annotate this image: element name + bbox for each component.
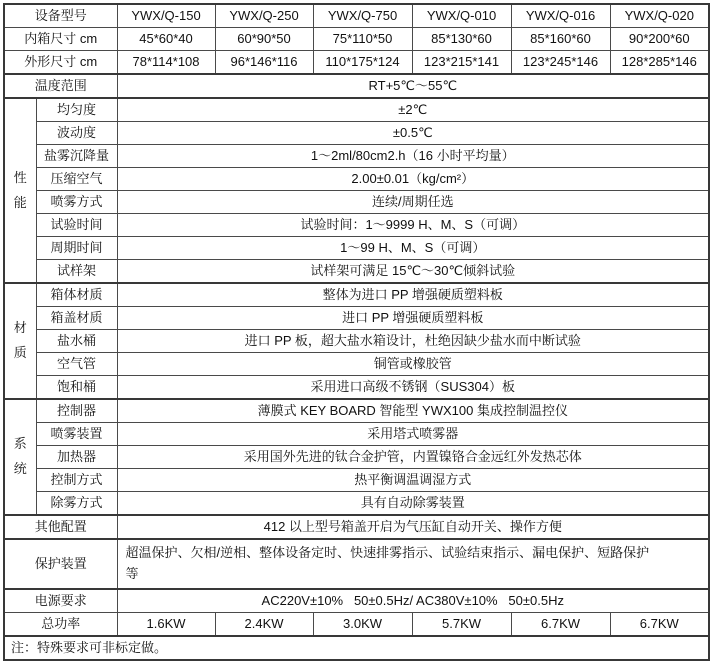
row-label: 试样架 xyxy=(36,260,117,284)
row-label: 盐水桶 xyxy=(36,330,117,353)
inner-size-cell: 90*200*60 xyxy=(610,28,709,51)
row-label: 波动度 xyxy=(36,122,117,145)
performance-row xyxy=(4,260,709,284)
model-header-cell: YWX/Q-010 xyxy=(412,4,511,28)
performance-row xyxy=(4,214,709,237)
power-supply-value: AC220V±10% 50±0.5Hz/ AC380V±10% 50±0.5Hz xyxy=(117,589,709,613)
inner-size-row xyxy=(4,28,709,51)
row-label-temp-range: 温度范围 xyxy=(4,74,117,98)
row-label: 压缩空气 xyxy=(36,168,117,191)
outer-size-row xyxy=(4,51,709,75)
value-cell: 整体为进口 PP 增强硬质塑料板 xyxy=(117,283,709,307)
row-label: 试验时间 xyxy=(36,214,117,237)
performance-row xyxy=(4,98,709,122)
material-row xyxy=(4,376,709,400)
row-label-model: 设备型号 xyxy=(4,4,117,28)
outer-size-cell: 123*215*141 xyxy=(412,51,511,75)
row-label: 均匀度 xyxy=(36,98,117,122)
row-label-outer-size: 外形尺寸 cm xyxy=(4,51,117,75)
value-cell: 连续/周期任选 xyxy=(117,191,709,214)
protection-line-1: 超温保护、欠相/逆相、整体设备定时、快速排雾指示、试验结束指示、漏电保护、短路保护 xyxy=(125,545,650,561)
inner-size-cell: 85*130*60 xyxy=(412,28,511,51)
value-cell: 1～99 H、M、S（可调） xyxy=(117,237,709,260)
value-cell: 采用塔式喷雾器 xyxy=(117,423,709,446)
row-label-protection: 保护装置 xyxy=(4,539,117,589)
outer-size-cell: 96*146*116 xyxy=(215,51,313,75)
value-cell: ±0.5℃ xyxy=(117,122,709,145)
total-power-cell: 1.6KW xyxy=(117,613,215,637)
performance-row xyxy=(4,191,709,214)
row-label: 喷雾方式 xyxy=(36,191,117,214)
row-label: 周期时间 xyxy=(36,237,117,260)
model-header-cell: YWX/Q-016 xyxy=(511,4,610,28)
value-cell: 2.00±0.01（kg/cm²） xyxy=(117,168,709,191)
outer-size-cell: 123*245*146 xyxy=(511,51,610,75)
row-label: 盐雾沉降量 xyxy=(36,145,117,168)
inner-size-cell: 45*60*40 xyxy=(117,28,215,51)
other-config-value: 412 以上型号箱盖开启为气压缸自动开关、操作方便 xyxy=(117,515,709,539)
material-row xyxy=(4,330,709,353)
power-supply-row xyxy=(4,589,709,613)
value-cell: 薄膜式 KEY BOARD 智能型 YWX100 集成控制温控仪 xyxy=(117,399,709,423)
model-header-cell: YWX/Q-150 xyxy=(117,4,215,28)
inner-size-cell: 60*90*50 xyxy=(215,28,313,51)
performance-row xyxy=(4,145,709,168)
performance-row xyxy=(4,122,709,145)
spec-table xyxy=(3,3,710,661)
value-cell: 进口 PP 板，超大盐水箱设计，杜绝因缺少盐水而中断试验 xyxy=(117,330,709,353)
total-power-cell: 3.0KW xyxy=(313,613,412,637)
value-cell: 采用进口高级不锈钢（SUS304）板 xyxy=(117,376,709,400)
system-row xyxy=(4,492,709,516)
outer-size-cell: 110*175*124 xyxy=(313,51,412,75)
protection-value xyxy=(117,539,709,589)
row-label-other-config: 其他配置 xyxy=(4,515,117,539)
row-label: 控制方式 xyxy=(36,469,117,492)
row-label: 箱体材质 xyxy=(36,283,117,307)
system-row xyxy=(4,446,709,469)
group-label-performance: 性能 xyxy=(4,98,36,283)
row-label: 除雾方式 xyxy=(36,492,117,516)
value-cell: 1～2ml/80cm2.h（16 小时平均量） xyxy=(117,145,709,168)
system-row xyxy=(4,469,709,492)
row-label: 饱和桶 xyxy=(36,376,117,400)
material-row xyxy=(4,283,709,307)
value-cell: 具有自动除雾装置 xyxy=(117,492,709,516)
value-cell: 铜管或橡胶管 xyxy=(117,353,709,376)
group-label-material: 材质 xyxy=(4,283,36,399)
row-label: 喷雾装置 xyxy=(36,423,117,446)
model-header-cell: YWX/Q-750 xyxy=(313,4,412,28)
system-row xyxy=(4,399,709,423)
temp-range-value: RT+5℃～55℃ xyxy=(117,74,709,98)
total-power-cell: 6.7KW xyxy=(511,613,610,637)
group-label-system: 系统 xyxy=(4,399,36,515)
material-row xyxy=(4,353,709,376)
other-config-row xyxy=(4,515,709,539)
value-cell: 试样架可满足 15℃～30℃倾斜试验 xyxy=(117,260,709,284)
inner-size-cell: 75*110*50 xyxy=(313,28,412,51)
outer-size-cell: 78*114*108 xyxy=(117,51,215,75)
value-cell: 进口 PP 增强硬质塑料板 xyxy=(117,307,709,330)
footnote-text: 注：特殊要求可非标定做。 xyxy=(4,636,709,660)
total-power-cell: 6.7KW xyxy=(610,613,709,637)
row-label-power-supply: 电源要求 xyxy=(4,589,117,613)
footnote-row xyxy=(4,636,709,660)
model-header-cell: YWX/Q-020 xyxy=(610,4,709,28)
total-power-cell: 5.7KW xyxy=(412,613,511,637)
value-cell: ±2℃ xyxy=(117,98,709,122)
protection-row xyxy=(4,539,709,589)
material-row xyxy=(4,307,709,330)
row-label-total-power: 总功率 xyxy=(4,613,117,637)
temp-range-row xyxy=(4,74,709,98)
value-cell: 采用国外先进的钛合金护管，内置镍铬合金远红外发热芯体 xyxy=(117,446,709,469)
total-power-cell: 2.4KW xyxy=(215,613,313,637)
protection-line-2: 等 xyxy=(125,566,139,581)
inner-size-cell: 85*160*60 xyxy=(511,28,610,51)
row-label-inner-size: 内箱尺寸 cm xyxy=(4,28,117,51)
performance-row xyxy=(4,168,709,191)
system-row xyxy=(4,423,709,446)
outer-size-cell: 128*285*146 xyxy=(610,51,709,75)
value-cell: 热平衡调温调湿方式 xyxy=(117,469,709,492)
total-power-row xyxy=(4,613,709,637)
row-label: 空气管 xyxy=(36,353,117,376)
row-label: 控制器 xyxy=(36,399,117,423)
row-label: 加热器 xyxy=(36,446,117,469)
value-cell: 试验时间：1～9999 H、M、S（可调） xyxy=(117,214,709,237)
performance-row xyxy=(4,237,709,260)
model-header-row xyxy=(4,4,709,28)
row-label: 箱盖材质 xyxy=(36,307,117,330)
model-header-cell: YWX/Q-250 xyxy=(215,4,313,28)
